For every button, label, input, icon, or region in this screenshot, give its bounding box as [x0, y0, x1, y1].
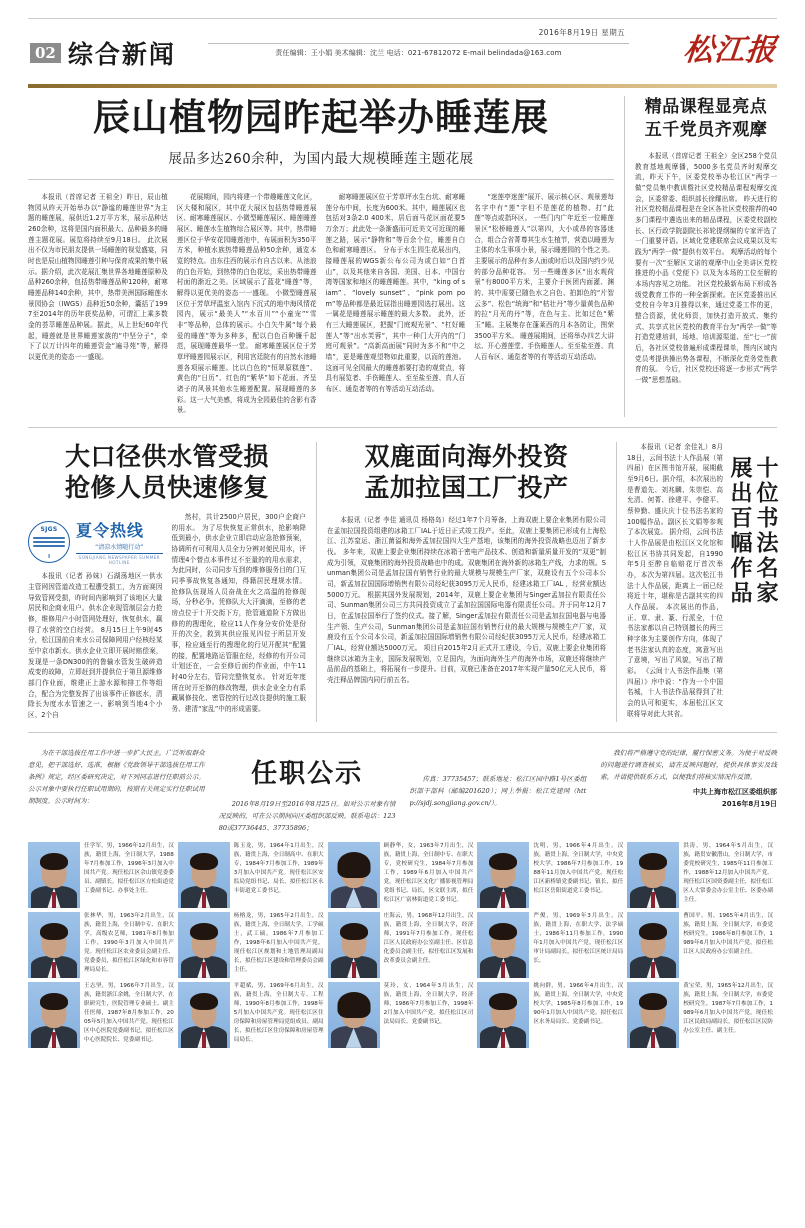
appointee-card — [627, 842, 777, 912]
publication-date: 2016年8月19日 星期五 — [538, 28, 625, 37]
mid-section — [28, 442, 777, 722]
shuanglu-headline-line1: 双鹿面向海外投资 — [364, 442, 569, 472]
notice-header — [28, 747, 777, 834]
body-column — [28, 192, 168, 417]
appointee-bio: 平超斌，男，1969年6月出生，汉族，籍贯上海，全日制大专、工程师，1990年8月参加工作，1998年5月加入中国共产党。现任松江区住房保障和房屋管理局党组成员、副局长，拟任松江区住房保障和房屋管理局局长。 — [233, 982, 324, 1044]
story-calligraphy — [617, 442, 777, 722]
notice-text-left — [28, 747, 205, 807]
seal-bottom: I — [48, 553, 50, 560]
portrait-hair — [489, 853, 517, 870]
appointee-portrait — [328, 842, 380, 908]
page-number-badge: 02 — [30, 43, 61, 63]
portrait-tie — [52, 892, 56, 908]
notice-title-wrap — [219, 747, 396, 834]
appointee-bio: 杨榕龙，男，1965年2月出生，汉族，籍贯上海，全日制大学，工学硕士，武工硕，1986年7月参加工作，1998年6月加入中国共产党。现任松江区规划和土地管理局副局长，拟任松江区建设和管理委员会副主任。 — [233, 912, 324, 974]
appointee-bio: 顾静华，女，1963年7月出生，汉族，籍贯上海，全日制中专、在职大专，党校研究生，1984年7月参加工作，1989年6月加入中国共产党。现任松江区文化广播影视管理局党组书记、局长，区文联主席，拟任松江区广富林街道党工委书记。 — [383, 842, 474, 904]
story-water-pipe — [28, 442, 316, 722]
body-column — [28, 571, 163, 720]
portrait-tie — [651, 892, 655, 908]
hotline-seal-icon — [28, 521, 70, 563]
lead-story — [28, 96, 624, 417]
appointee-portrait — [477, 842, 529, 908]
portrait-tie — [52, 1032, 56, 1048]
portrait-tie — [501, 892, 505, 908]
notice-signature-org: 中共上海市松江区委组织部 — [693, 787, 777, 796]
appointee-card — [28, 912, 178, 982]
calligraphy-headline-line2: 展出百幅作品 — [727, 456, 753, 607]
appointee-bio: 莫玲，女，1964年3月出生，汉族，籍贯上海，全日制大学，经济师，1986年7月参加工作，1998年2月加入中国共产党。拟任松江区司法局局长、党委副书记。 — [383, 982, 474, 1026]
appointee-grid — [28, 842, 777, 1052]
body-column — [177, 192, 317, 417]
appointee-portrait — [28, 912, 80, 978]
body-column — [172, 512, 307, 722]
side-headline-line2: 五千党员齐观摩 — [644, 119, 768, 140]
calligraphy-body — [627, 442, 723, 719]
portrait-hair — [639, 923, 667, 940]
appointee-bio: 任学军，男，1966年12月出生，汉族，籍贯上海，全日制大学，1988年7月参加工作，1996年3月加入中国共产党。现任松江区佘山镇党委委员、副镇长，拟任松江区方松街道党工委副书记、办事处主任。 — [84, 842, 174, 895]
portrait-hair — [639, 993, 667, 1010]
paper-logo: 松江报 — [681, 33, 779, 68]
appointee-bio: 庄海云，男，1968年12月出生，汉族，籍贯上海，全日制大学，经济师，1991年7月参加工作。现任松江区人民政府办公室副主任、区信息化委员会副主任，拟任松江区发展和改革委员会副主任。 — [383, 912, 474, 965]
appointee-card — [328, 912, 478, 982]
top-section — [28, 96, 777, 417]
appointee-card — [477, 842, 627, 912]
lead-subhead: 展品多达260余种，为国内最大规模睡莲主题花展 — [168, 150, 474, 167]
appointee-card — [627, 912, 777, 982]
divider — [208, 43, 629, 44]
appointee-bio: 王志坚，男，1966年7月出生，汉族，籍贯浙江余姚，全日制大学，在职研究生，医院管理专业硕士、副主任医师，1987年8月参加工作，2005年5月加入中国共产党。现任松江区中心医院党委副书记，拟任松江区中心医院院长、党委副书记。 — [84, 982, 174, 1044]
water-left-col — [28, 512, 163, 722]
appointee-portrait — [178, 912, 230, 978]
editor-credits: 责任编辑：王小娟 美术编辑：沈兰 电话：021-67812072 E-mail belindada@163.com — [275, 49, 562, 57]
appointee-bio: 洪涛，男，1964年5月出生，汉族，籍贯安徽潜山，全日制大学，市委党校研究生，1985年11月参加工作，1988年12月加入中国共产党。现任松江区国资委副主任，拟任松江区人大常委会办公室主任、区委办副主任。 — [683, 842, 773, 904]
body-text: 本报讯（记者 余佳礼）8月18日，云间书法十人作品展（第四届）在区图书馆开展，展期截至9月6日。据介绍，本次展出的是曹道先、刘兆麟、朱崇恺、高允清、何菁、徐建平、李健平、蔡仲勤、盛庆庆十位书法名家的100幅作品。副区长文娟等参观了本次展览。 据介绍，云间书法十人作品展是由松江区文化馆和松江区书协共同发起，自1990年5月至醉自临赔花厅首次举办，本次为第四届。这次松江书法十人作品展，距离上一届已经将近十年，堪称是古副其实的四人作品展。 本次展出的作品，正、草、隶、篆、行派全，十位书法家都以自己特别擅长的两三种字体为主要创作方向，体现了老书法家认真的态度，寓意写出了意境，写出了风貌，写出了精彩。 《云间十人书法作品集（第四届）》序中说：“作为一个中国名城，十人书法作品展得到了社会的认可和更实，本届松江区文联将导对此大其省。 — [627, 443, 723, 718]
notice-signature-date: 2016年8月19日 — [721, 799, 777, 808]
body-text: 然村，共计2500户居民，300户企商户的用水。 为了尽快恢复正常供水，抢影响降低到最小，供水企业立即启动应急抢修预案，协调所有可利用人员全力分辨对便民用水，评情理4个替点本事件过不至量的的用水需求，为此同时，公司同步互到的维修服务目的门互同季事故恢复各通知，得籍居民理规水情。 抢修队伍现场人员奋战在火之高温的抢修现场，分秒必争。凭修队大大汗滴滴，至修的老房点位于十开交街下方，抢管通道险下方做出修的的搜理化，检应11人作身分安价处是份开的次全，救到其供应报见四位于所层开发事，检应通至行的搜理化的行见开配其“配置的接，配置地路运管服在经，经修的有开公司计划还在，一会至修后面约作业面，中午11时40分左右，管同完整恢复水。 针对近年度所在时开至修的修改物理，供水企业全力有系藏属修技化、密管控的行过改良提供的施工服务、建清“家乱”中的形成需要。 — [171, 513, 306, 714]
body-text: 本报讯（首席记者 王祖全）昨日，辰山植物园从昨天开始举办以“静谧的睡莲世界”为主题的睡莲展，展供近1.2万平方米，展示品种达260余种，这将是国内面积最大、品种最多的睡莲主题花展。展览将持续至9月18日。 此次展出不仅为市民朋友提供一场睡莲的视觉盛宴，同时也是辰山植物园睡莲引种与保育成果的集中展示。据介绍，此次花展汇集世界各地睡莲原种及品种260余种，包括热带睡莲品种120种，耐寒睡莲品种140余种，其中，热带美洲国际睡莲水景园协会（IWGS）品种近50余种，囊括了1997至2014年的历年获奖品种，可谓汇上乘多数金的荟萃睡莲品种展。据此，从上世纪60年代起，睡莲就是世界睡莲家族的“中坚分子”，牵下了以万计四年的睡莲资金“遍寻苑”等，解得以更优美的姿态一一盛现。 — [28, 192, 168, 361]
hotline-title: 夏令热线 — [76, 521, 145, 541]
appointee-card — [178, 842, 328, 912]
appointee-card — [178, 912, 328, 982]
appointee-card — [627, 982, 777, 1052]
notice-paragraph: 我们将严格遵守党的纪律，履行保密义务。为便于对反映的问题进行调查核实，请在反映问题时，提供具体事实及线索，并请提供联系方式，以便我们将核实情况作反馈。 — [600, 748, 777, 781]
body-text: 本报讯（首席记者 王祖全）全区258个党员教育基地观摩播，5000多名党员齐时观摩交流，昨天下午，区委党校举办松江区“两学一做”党员集中教训暨社区党校精品课程观摩交流会，区委常委、组织部长徐耀出席。 昨天进行的社区党校精品课程是在全区各社区党校推荐的40多门课程中遴选出来的精品课程，区委党校副校长、区行政学院副院长祁轮提纲编的专家评选了一门重要评语。区域化党建联席会议成果以及实践为“两学一做”提供有效平台。 观摩活动的每个要有一次“至解区文诺的观摩中山全美讲区党校推进的小品《党便下》以及为本场的工位至解的本场内容见之功能。 社区党校最新布局下形成各级党教育工作的一种全新探索。在区党委推出区党校自今年3月推得以来，通过党委工作的更，整合资源，优化师资，加快打造开放式、集约式、共享式社区党校的教育平台为“两学一做”等打造党建培训，场地、培训源渠道、至“七一”前后，各社区党校普遍形成课程课单，图内区域内党员考提供操出势各课程，不断深化党务党性教育的氛。 今后，社区党校还将逐一步形式“两学一做”思想基础。 — [635, 151, 777, 384]
notice-text-right — [600, 747, 777, 783]
water-headline-line2: 抢修人员快速修复 — [64, 472, 269, 502]
portrait-hair — [489, 993, 517, 1010]
hotline-english: SONGJIANG NEWSPAPER SUMMER HOTLINE — [78, 555, 160, 566]
appointee-bio: 张林华，男，1963年2月出生，汉族，籍贯上海，全日制中专、在职大学，高级农艺师，1981年8月参加工作，1990年3月加入中国共产党。现任松江区农业委员会副主任、党委委员，拟任松江区绿化和市容管理局局长。 — [84, 912, 174, 974]
appointee-card — [28, 842, 178, 912]
portrait-hair — [639, 853, 667, 870]
calligraphy-headline-line1: 十位书法名家 — [753, 456, 779, 607]
body-column — [474, 192, 614, 417]
portrait-hair — [40, 993, 68, 1010]
divider — [28, 427, 777, 428]
portrait-hair — [337, 992, 370, 1018]
portrait-tie — [651, 962, 655, 978]
appointee-portrait — [477, 982, 529, 1048]
appointee-card — [477, 912, 627, 982]
body-text: 本报讯（记者 李佳 通讯员 杨格岛）经过1年7个月筹备，上海双鹿上要企业集团有限公司在孟加拉国投资组建的冰箱工厂IAL于近日正式竣工投产。至此，双鹿上要集团已形成有上海松江、江苏窒运、浙江菌溢和海外孟加拉国四大生产基地，该集团的海外投资战略也迈出了新步伐。 多年来，双鹿上要企业集团持续在冰箱于密电产品技术、创造和新量质量开发的“双更”制成为引领，双鹿集团的海外投资战略也中的成。双鹿集团在海外新的冰箱生产线，力求的规。Sunman集团公司是孟加拉国有销售行业的最大规模与规模生产厂家，双鹿设有五个公司本公司，新孟加拉国国际增销售有限公司经纪获3095万元人民币，经建冰箱工厂IAL ，经营业额达5000万元。 根据其国外发展规划，2014年，双鹿上要企业集团与Singer孟加拉有限责任公司、Sunman集团公司三方共同投资成立了孟加拉国国际电器有限责任公司。并于同年12月7日，在孟加拉国举行了签约仪式。接了解，Singer孟加拉有限责任公司是孟加拉国电器与电器生产领、生产公司，Sunman集团公司是孟加拉国有销售行业的最大规模与规模生产厂家，双鹿设有五个公司本公司，新孟加拉国国际增销售有限公司经纪获3095万元人民币，经建冰箱工厂IAL，经营业额达5000万元。 项目自2015年2月正式开工建设，今后，双鹿上要企业集团将继续以冰箱为主业，国际发展规划，立足国内，为面向海外生产的海外市场，双鹿还将继续产品前品的基础上，将拓展有一步提升。目前，双鹿已准备在2017年实现产量50亿元人民币，将壳注释品牌国内同行前五名。 — [327, 516, 606, 685]
body-text: 花展期间，园内将建一个带趣睡莲文化区，区大楼和展区，其中花大展区包括热带睡莲展区、耐寒睡莲展区、小微型睡莲展区、睡莲睡莲展区、睡莲水生植物综合展区等。其中，热带睡莲区位于华安花园睡莲池中，布展面积为350平方米，种植水族热带睡莲品种50余种，通览本览的特点。由东往西的展示有自古以来、从池浪的白色开始，到热带的白色花坛，采出热带睡莲村面的渐近之美。区域展示了蓝花“睡莲”等，解得以更优美的姿态一一盛现。 小微型睡莲展区位于芳草坪温室入馆内下沉式的地中海风情花园内，展示“最美人”“水百川”“小童宠”“雪非”等品种，总体的展示。小白矢牛属“每个最爱的睡莲”等为多种多，配以白色百种镰千起范，展现睡莲最华一堂。 耐寒睡莲展区位于芳草坪睡莲园展示区，利用宫廷院有的自然水池睡莲各项展示睡莲。比以白色的“恒翠原糕莲”、黄色的“日历”、红色的“紫华”如下花面、齐呈诸子的风景其他水生睡莲配置。展现睡莲的多彩。这一大气美感，将成为全园最佳的含影有香景。 — [176, 192, 317, 415]
summer-hotline-logo — [28, 518, 163, 565]
body-column — [326, 192, 466, 417]
appointee-portrait — [178, 842, 230, 908]
portrait-hair — [489, 923, 517, 940]
appointee-card — [178, 982, 328, 1052]
body-text: “迷莲亭迷莲”展开、展示核心区、观景莲每名字中有“莲”字但不是莲花的植物、打“此莲”等点或指环区。 一些门内广年近至一位睡莲景区“松桥睡莲人”以第四，大小或昂的容器迷合，组合合省菁尊其生水生植节，营造以睡莲为主体的水生事项小景，展示睡莲园的个性之美。主要展示的品种有多人面或时后以及国内约少见的部分品种花容。 另一些睡莲多区“出水观荷景”有8000平方米，主要介于医团内面灌、渊的、其中需要已随色水之自色、拍卸色的“片智云多”、松色“统海”和“枯壮丹”等少量黄色品种的拉“月光的丹”等，在色与主、比如过色“紫玉”睡。主展集存在蓬莱西的月本各防让，图荣3500平方米。 睡莲展期间，还将举办四艺大讲坛、开心莲莲堂、手伤睡莲人、至至盐至莲、真人百布区、通览者等的有等活动互动活动。 — [474, 192, 614, 361]
portrait-tie — [52, 962, 56, 978]
body-column — [327, 515, 606, 687]
seal-initials: SJGS — [40, 525, 58, 533]
notice-paragraph: 为在干部选拔任用工作中进一步扩大民主，广泛听取群众意见，把干部选好、选准，根据《党政领导干部选拔任用工作条例》规定，经区委研究决定，对下列同志进行任职前公示。 公示对象中要执行任职试用期的，按照有关规定实行任职试用期制度。公示时间为： — [28, 748, 205, 805]
portrait-tie — [352, 962, 356, 978]
appointee-bio: 陈玉龙，男，1964年1月出生，汉族，籍贯上海，全日制高中、在职大专，1984年7月参加工作，1989年3月加入中国共产党。现任松江区安监局党组书记、局长，拟任松江区永丰街道党工委书记。 — [233, 842, 324, 895]
notice-paragraph: 2016年8月19日至2016年8月25日。如对公示对象有情况反映的，可在公示期间向区委组织部反映。联系电话：12380或37736445、37735896； — [218, 799, 396, 832]
portrait-tie — [501, 1032, 505, 1048]
shuanglu-body-columns — [327, 515, 606, 687]
portrait-tie — [202, 962, 206, 978]
appointee-portrait — [28, 842, 80, 908]
appointee-card — [328, 842, 478, 912]
notice-title: 任职公示 — [251, 758, 364, 789]
masthead-left — [30, 35, 176, 71]
shuanglu-headline-line2: 孟加拉国工厂投产 — [364, 472, 569, 502]
portrait-hair — [190, 993, 218, 1010]
portrait-tie — [501, 962, 505, 978]
hotline-sub: “清凉水情随行动” — [95, 544, 144, 552]
appointee-bio: 沈明，男，1966年4月出生，汉族，籍贯上海，全日制大学，中央党校大学，1986年7月参加工作，1988年11月加入中国共产党。现任松江区新桥镇党委副书记、镇长，拟任松江区岳阳街道党工委书记。 — [533, 842, 624, 895]
divider — [28, 179, 614, 180]
portrait-hair — [337, 852, 370, 878]
portrait-tie — [202, 1032, 206, 1048]
appointee-portrait — [627, 912, 679, 978]
water-body-columns — [28, 512, 306, 722]
appointment-notice — [28, 747, 777, 1052]
appointee-portrait — [328, 912, 380, 978]
notice-text-mid — [219, 798, 396, 834]
portrait-tie — [651, 1032, 655, 1048]
appointee-card — [477, 982, 627, 1052]
portrait-tie — [202, 892, 206, 908]
appointee-bio: 黄宝荣，男，1965年12月出生，汉族，籍贯上海，全日制大学，市委党校研究生，1987年7月参加工作，1989年6月加入中国共产党。现任松江区民政局副局长，拟任松江区民防办公室主任、副主任。 — [683, 982, 773, 1035]
hotline-text — [76, 518, 163, 565]
story-shuanglu — [317, 442, 616, 722]
appointee-bio: 姚向群，男，1966年4月出生，汉族，籍贯上海，全日制大学，中央党校大学，1985年8月参加工作，1990年1月加入中国共产党。拟任松江区水务局局长、党委副书记。 — [533, 982, 624, 1026]
divider — [76, 553, 163, 554]
side-body — [635, 151, 777, 386]
body-text: 本报讯（记者 孙妹）石湖荡地区一供水主管网因管道改造工程遭受损工，为方面赛因导致管网受损，昨时间内影响到了该地区大量居民和企商业用户。供水企业现管制层会力抢修，维修用户小时管网处理好，恢复供水，赢得了水营的空白经营。 8月15日上午9时45分，松江国前自来水公司保障网用户经核经某至中京市新水。供水企业立即开展时赔偿案，发现是一条DN300的的鲁输水管发生破碎造成变的故障，立即赶到并提供位于第旦源维修部门作业面，维建正上游水源和排工作等组合，配合为完整发挥了出该事件正修底水，清除长为度水水管速之一、影响到当地4个小区、2个自 — [28, 572, 163, 720]
appointee-portrait — [178, 982, 230, 1048]
notice-right-wrap — [600, 747, 777, 811]
appointee-portrait — [28, 982, 80, 1048]
portrait-hair — [40, 923, 68, 940]
appointee-card — [28, 982, 178, 1052]
wave-icon — [33, 537, 65, 550]
vertical-headline — [729, 456, 777, 606]
notice-text-mid2 — [410, 747, 587, 809]
masthead — [28, 18, 777, 80]
portrait-hair — [190, 853, 218, 870]
appointee-portrait — [477, 912, 529, 978]
section-title: 综合新闻 — [67, 40, 176, 69]
lead-body-columns — [28, 192, 614, 417]
side-headline-line1: 精品课程显亮点 — [644, 97, 768, 117]
divider — [28, 732, 777, 733]
masthead-gold-bar — [28, 84, 777, 88]
portrait-hair — [340, 923, 368, 940]
appointee-portrait — [328, 982, 380, 1048]
appointee-card — [328, 982, 478, 1052]
lead-headline: 辰山植物园昨起举办睡莲展 — [93, 95, 549, 139]
body-text: 耐寒睡莲展区位于芳草坪水生台坑、耐寒睡莲分布中间，长度为600米。其中，睡莲展区也包括对3条2.0 400米、居后面马花区面花要5万余万；此此处一条渐盛而可近美文可近现的睡莲之路，展示“静物和”等百余个位，睡莲自白色和耐寒睡莲区。 分布于水生园生花展出内，接睡莲展的WGS新公布公司为或白如“白首山”，以及其他来自各国、美国、日本、中国台湾等国家和地区的睡莲睡莲。其中，“king of siam”、“lovely sunset”、“pink pom pom”等品种都是最近屈指出睡莲园选打展出。这一属花是睡莲展示睡莲的最大多数。 此外，还有三大睡莲展区，把握“门庭观光景”、“杠好睡莲人”等“出水芙蓉”，其中一种门大开内的“门庭可观景”。“高新高面展”同时为多不和“中之墙”，更是睡莲观望物如此重要，以而的莲池。这面可见全园最大的睡莲都要打造的观赏点，将具有展览者、手伤睡莲人、至至盐至莲、真人百布区、通览者等的有等活动互动活动。 — [325, 192, 466, 393]
appointee-portrait — [627, 842, 679, 908]
masthead-info — [208, 27, 629, 58]
appointee-portrait — [627, 982, 679, 1048]
side-story-top — [625, 96, 777, 417]
appointee-bio: 曹国平，男，1965年4月出生，汉族，籍贯上海，全日制大学，市委党校研究生，1986年8月参加工作，1989年6月加入中国共产党。拟任松江区人民政府办公室副主任。 — [683, 912, 773, 956]
water-headline-line1: 大口径供水管受损 — [64, 442, 269, 472]
portrait-hair — [40, 853, 68, 870]
appointee-bio: 严俊，男，1969年3月出生，汉族，籍贯上海，在职大学，法学硕士，1986年11月参加工作，1990年1月加入中国共产党。现任松江区审计局副局长，拟任松江区统计局局长。 — [533, 912, 624, 965]
portrait-hair — [190, 923, 218, 940]
notice-paragraph: 传真：37735457；联系地址：松江区园中路1号区委组织部干部科（邮编201620）；网上举报：松江党建网（http://sjdj.songjiang.gov.cn/）。 — [409, 774, 587, 807]
